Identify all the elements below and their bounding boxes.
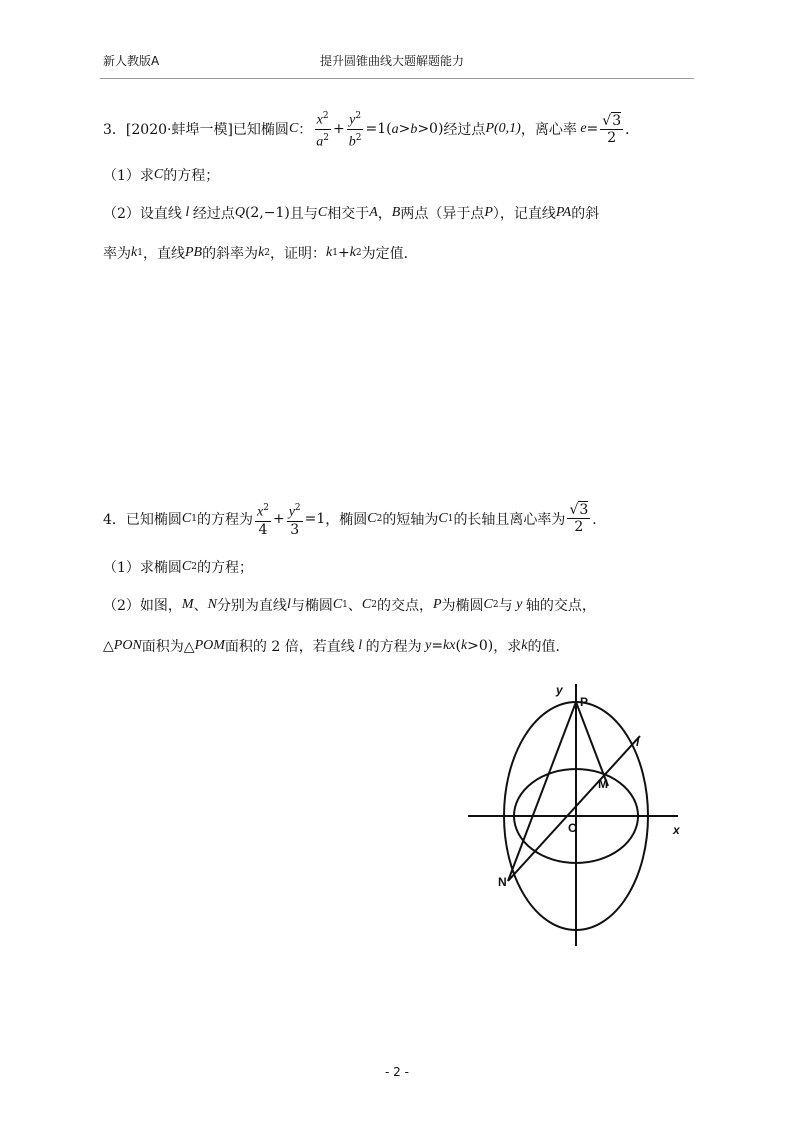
q3-line1: 3． [2020·蚌埠一模]已知椭圆 C ： $\frac{x^2}{a^2}$ + $\frac{y^2}{b^2}$ =1(a>b>0) 经过点 P(0,1) ，离心率 e = $\frac{√3}{2}$ ． [103,108,639,150]
page-number: - 2 - [385,1065,409,1079]
q3-part2: （2）设直线 l 经过点 Q (2,−1) 且与 C 相交于 A ， B 两点（异于点 P ），记直线 PA 的斜 [103,205,600,222]
ellipse-figure [468,676,688,956]
frac-x2-a2: $\frac{x^2}{a^2}$ [314,108,331,150]
q4-line1: 4．已知椭圆 C 1 的方程为 $\frac{x^2}{4}$ + $\frac{y^2}{3}$ =1 ，椭圆 C 2 的短轴为 C 1 的长轴且离心率为 $\frac{√3}{2}$ ． [103,500,606,538]
frac-y2-b2: $\frac{y^2}{b^2}$ [347,108,364,150]
q4-part1: （1）求椭圆 C 2 的方程； [103,559,253,576]
frac-x2-4: $\frac{x^2}{4}$ [255,500,271,538]
label-p: P [580,695,589,709]
segment-pm [576,702,608,786]
line-l [508,736,640,881]
label-l: l [636,735,640,749]
q4-part2-cont: △ PON 面积为△ POM 面积的 2 倍，若直线 l 的方程为 y = kx ( k >0) ，求 k 的值． [103,638,570,655]
label-m: M [598,777,608,791]
label-y: y [556,683,563,697]
header-rule [100,78,694,79]
frac-y2-3: $\frac{y^2}{3}$ [287,500,303,538]
label-x: x [673,823,680,837]
label-o: O [568,821,578,835]
frac-sqrt3-2: $\frac{√3}{2}$ [602,112,622,146]
frac-sqrt3-2-b: $\frac{√3}{2}$ [569,502,589,536]
q4-part2: （2）如图， M 、 N 分别为直线 l 与椭圆 C 1 、 C 2 的交点， P 为椭圆 C 2 与 y 轴的交点， [103,597,596,614]
q3-part1: （1）求 C 的方程； [103,167,220,184]
q3-part2-cont: 率为 k 1 ，直线 PB 的斜率为 k 2 ，证明： k 1 + k 2 为定值． [103,245,418,262]
header-left: 新人教版A [103,54,160,68]
segment-pn [508,702,576,881]
header-title: 提升圆锥曲线大题解题能力 [320,54,465,68]
label-n: N [498,875,507,889]
